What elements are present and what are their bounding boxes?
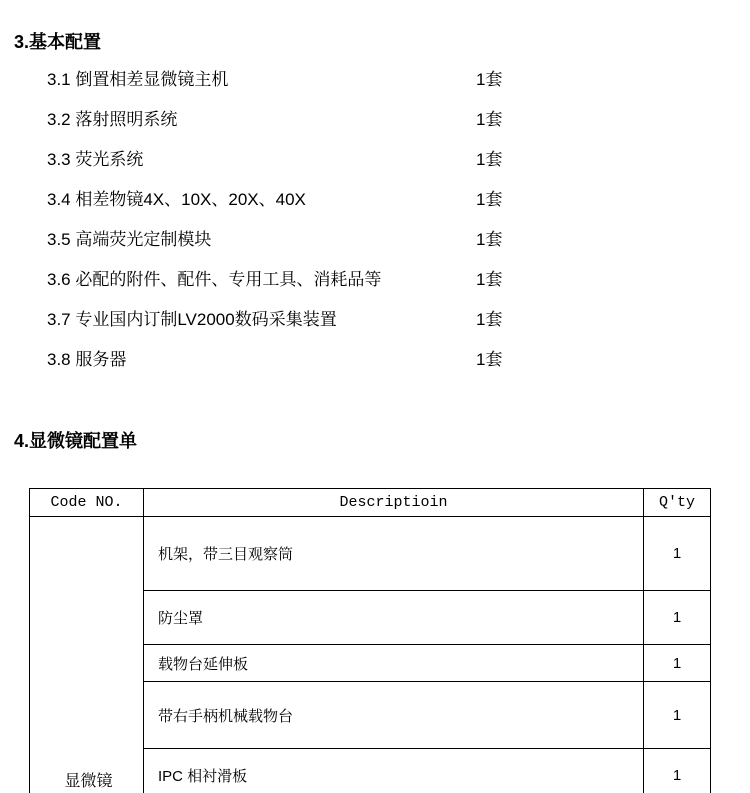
group-label: 显微镜 — [64, 773, 113, 790]
config-item-qty: 1套 — [476, 110, 503, 129]
config-item-qty: 1套 — [476, 270, 503, 289]
config-item-qty: 1套 — [476, 310, 503, 329]
config-list-item — [47, 60, 750, 100]
col-header-qty: Q'ty — [644, 489, 711, 517]
config-list-item — [47, 340, 750, 380]
config-item-label: 3.3 荧光系统 — [47, 150, 144, 169]
config-item-label: 3.6 必配的附件、配件、专用工具、消耗品等 — [47, 270, 382, 289]
config-list-item — [47, 180, 750, 220]
code-group-cell — [30, 517, 144, 793]
config-item-label: 3.5 高端荧光定制模块 — [47, 230, 212, 249]
config-list-item — [47, 100, 750, 140]
config-item-label: 3.4 相差物镜4X、10X、20X、40X — [47, 190, 306, 209]
config-list-item — [47, 260, 750, 300]
qty-cell: 1 — [644, 591, 711, 645]
config-item-label: 3.1 倒置相差显微镜主机 — [47, 70, 229, 89]
qty-cell: 1 — [644, 749, 711, 793]
col-header-code-no: Code NO. — [30, 489, 144, 517]
basic-config-list — [47, 60, 750, 380]
description-cell: 防尘罩 — [144, 591, 644, 645]
description-cell: 机架，带三目观察筒 — [144, 517, 644, 591]
config-list-item — [47, 220, 750, 260]
section4-heading: 4.显微镜配置单 — [14, 431, 138, 451]
qty-cell: 1 — [644, 645, 711, 682]
microscope-config-table — [29, 488, 711, 793]
table-header-row — [30, 489, 711, 517]
config-item-label: 3.8 服务器 — [47, 350, 127, 369]
qty-cell: 1 — [644, 682, 711, 749]
section3-heading: 3.基本配置 — [14, 32, 102, 52]
col-header-description: Descriptioin — [144, 489, 644, 517]
config-item-qty: 1套 — [476, 230, 503, 249]
config-item-label: 3.2 落射照明系统 — [47, 110, 178, 129]
config-list-item — [47, 300, 750, 340]
table-row — [30, 517, 711, 591]
config-item-label: 3.7 专业国内订制LV2000数码采集装置 — [47, 310, 337, 329]
config-item-qty: 1套 — [476, 190, 503, 209]
config-item-qty: 1套 — [476, 350, 503, 369]
description-cell: IPC 相衬滑板 — [144, 749, 644, 793]
description-cell: 载物台延伸板 — [144, 645, 644, 682]
qty-cell: 1 — [644, 517, 711, 591]
config-item-qty: 1套 — [476, 70, 503, 89]
description-cell: 带右手柄机械载物台 — [144, 682, 644, 749]
config-item-qty: 1套 — [476, 150, 503, 169]
config-list-item — [47, 140, 750, 180]
